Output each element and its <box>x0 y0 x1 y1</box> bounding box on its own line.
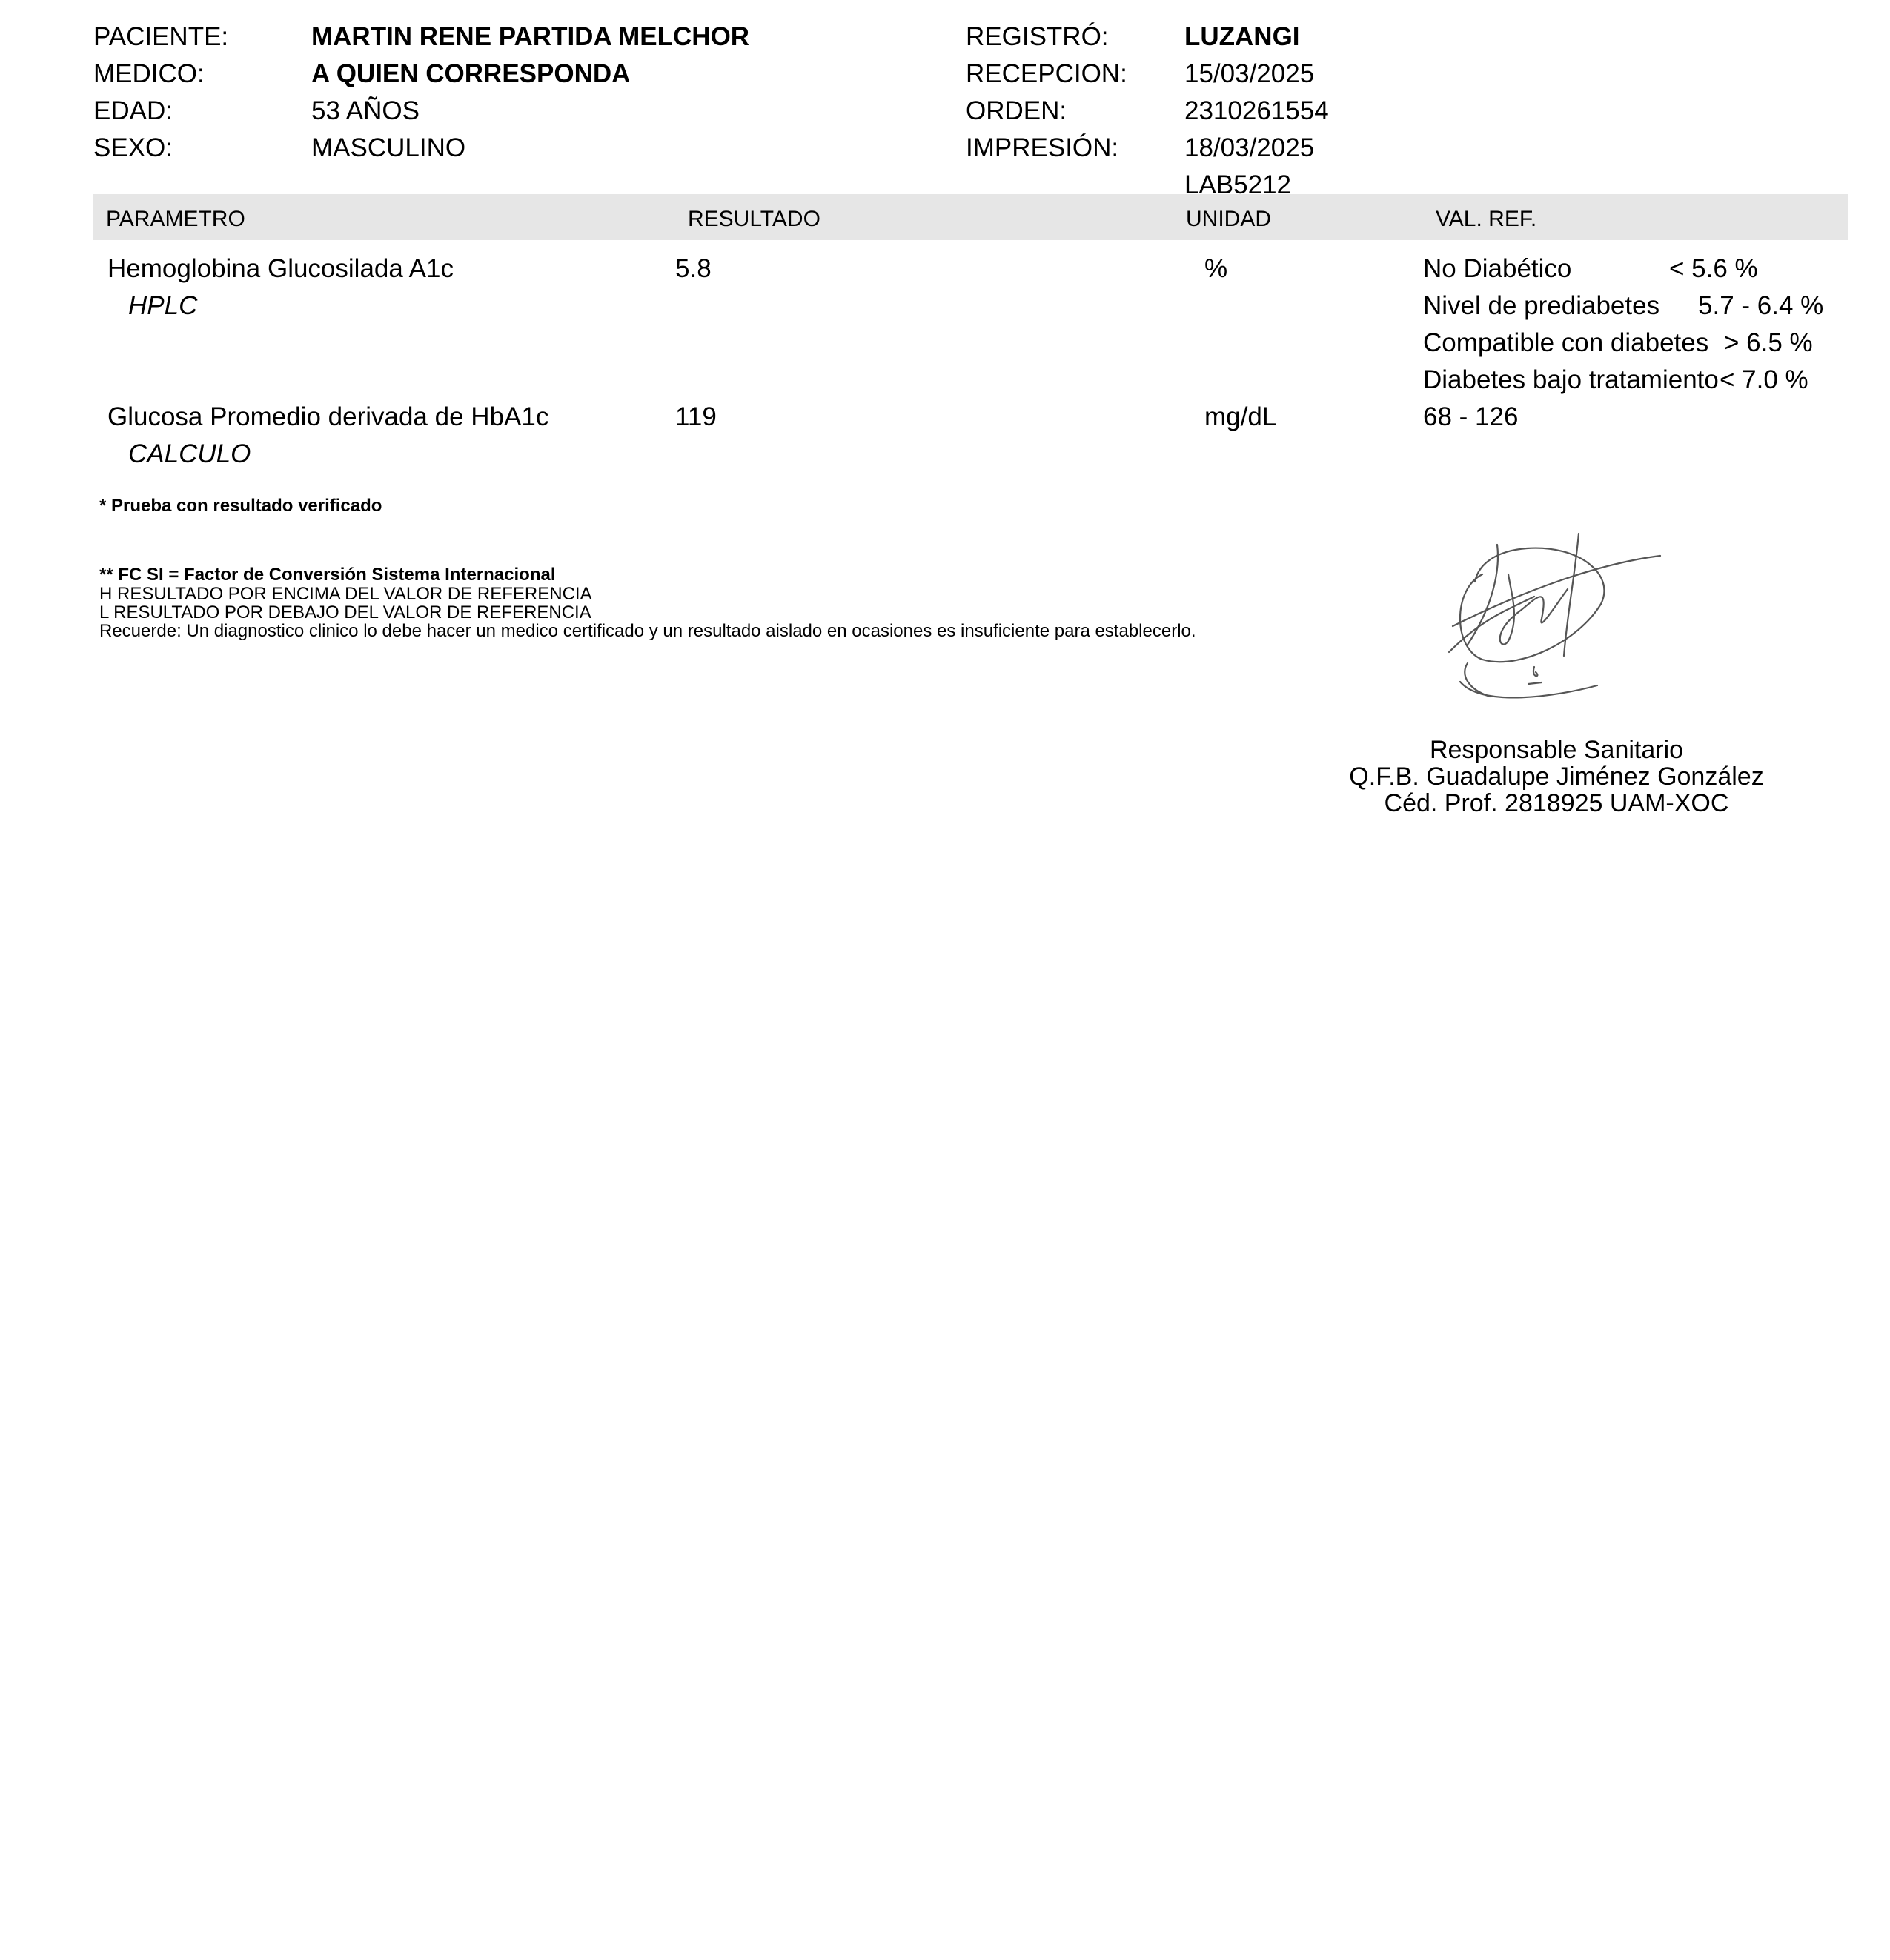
ref-value-no-diabetico: < 5.6 % <box>1669 254 1758 283</box>
header-resultado: RESULTADO <box>688 207 820 231</box>
ref-value-compatible: > 6.5 % <box>1724 328 1813 357</box>
ref-label-prediabetes: Nivel de prediabetes <box>1423 291 1660 320</box>
fc-si-note: ** FC SI = Factor de Conversión Sistema Internacional <box>99 565 556 585</box>
ref-label-no-diabetico: No Diabético <box>1423 254 1572 283</box>
registro-value: LUZANGI <box>1184 22 1300 51</box>
paciente-value: MARTIN RENE PARTIDA MELCHOR <box>311 22 750 51</box>
signature-name: Q.F.B. Guadalupe Jiménez González <box>1349 763 1764 791</box>
ref-label-tratamiento: Diabetes bajo tratamiento <box>1423 365 1719 394</box>
medico-label: MEDICO: <box>93 59 205 88</box>
orden-value: 2310261554 <box>1184 96 1329 125</box>
orden-label: ORDEN: <box>966 96 1067 125</box>
row2-unidad: mg/dL <box>1204 402 1277 431</box>
signature-cedula: Céd. Prof. 2818925 UAM-XOC <box>1384 789 1729 817</box>
header-parametro: PARAMETRO <box>106 207 245 231</box>
impresion-label: IMPRESIÓN: <box>966 133 1119 162</box>
paciente-label: PACIENTE: <box>93 22 229 51</box>
lab-code: LAB5212 <box>1184 170 1292 199</box>
recepcion-label: RECEPCION: <box>966 59 1127 88</box>
edad-label: EDAD: <box>93 96 173 125</box>
registro-label: REGISTRÓ: <box>966 22 1109 51</box>
header-val-ref: VAL. REF. <box>1436 207 1537 231</box>
ref-value-prediabetes: 5.7 - 6.4 % <box>1698 291 1824 320</box>
sexo-label: SEXO: <box>93 133 173 162</box>
row2-resultado: 119 <box>675 402 717 431</box>
reminder-note: Recuerde: Un diagnostico clinico lo debe hacer un medico certificado y un resultado aislado en ocasiones es insuficiente para establecerlo. <box>99 621 1196 641</box>
h-note: H RESULTADO POR ENCIMA DEL VALOR DE REFERENCIA <box>99 584 592 604</box>
row2-parametro: Glucosa Promedio derivada de HbA1c <box>107 402 549 431</box>
header-unidad: UNIDAD <box>1186 207 1272 231</box>
row1-parametro: Hemoglobina Glucosilada A1c <box>107 254 454 283</box>
table-header-bar <box>93 194 1848 240</box>
signature-image <box>1438 530 1675 715</box>
ref-value-tratamiento: < 7.0 % <box>1720 365 1808 394</box>
row1-metodo: HPLC <box>128 291 198 320</box>
row2-metodo: CALCULO <box>128 439 251 468</box>
verified-note: * Prueba con resultado verificado <box>99 496 382 516</box>
row1-resultado: 5.8 <box>675 254 712 283</box>
recepcion-value: 15/03/2025 <box>1184 59 1315 88</box>
edad-value: 53 AÑOS <box>311 96 420 125</box>
l-note: L RESULTADO POR DEBAJO DEL VALOR DE REFERENCIA <box>99 602 591 622</box>
row2-ref: 68 - 126 <box>1423 402 1519 431</box>
signature-role: Responsable Sanitario <box>1429 736 1684 764</box>
impresion-value: 18/03/2025 <box>1184 133 1315 162</box>
sexo-value: MASCULINO <box>311 133 466 162</box>
row1-unidad: % <box>1204 254 1228 283</box>
ref-label-compatible: Compatible con diabetes <box>1423 328 1709 357</box>
medico-value: A QUIEN CORRESPONDA <box>311 59 631 88</box>
